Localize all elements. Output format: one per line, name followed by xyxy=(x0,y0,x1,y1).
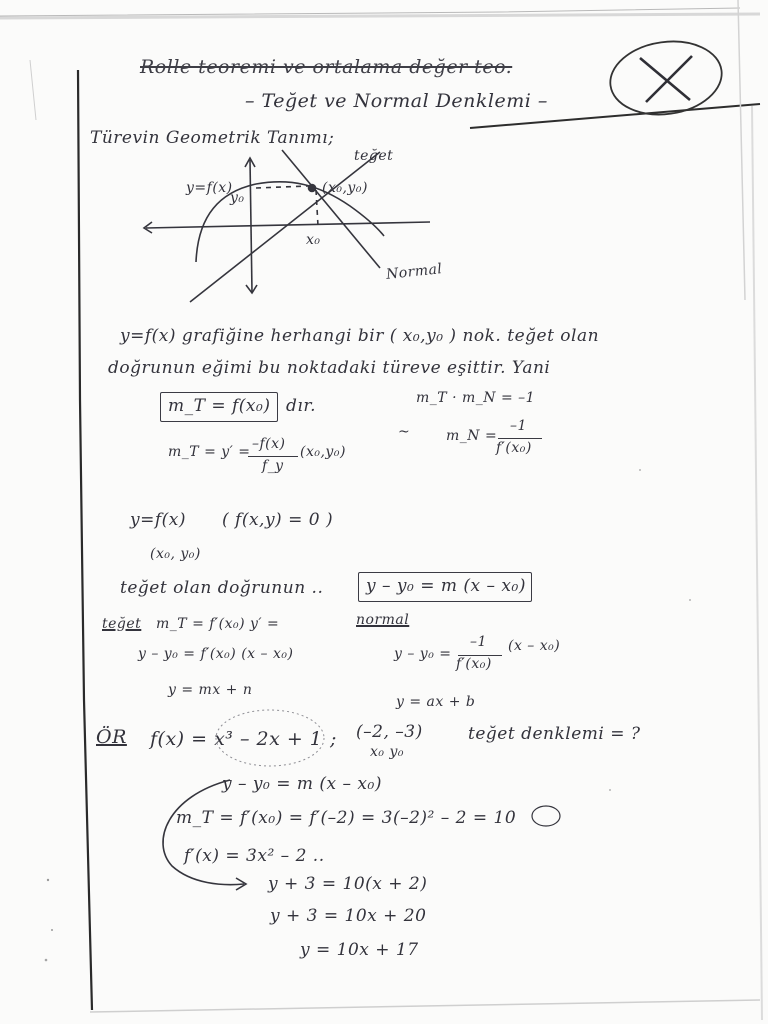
normal-equation-a: y – y₀ = xyxy=(394,646,452,662)
example-step-5: y + 3 = 10x + 20 xyxy=(270,906,427,926)
example-separator: ; xyxy=(330,728,337,750)
graph-tangent-label: teğet xyxy=(354,148,394,164)
tangent-line-text: teğet olan doğrunun .. xyxy=(120,578,324,598)
implicit-function-a: y=f(x) xyxy=(130,510,186,530)
example-step-4: y + 3 = 10(x + 2) xyxy=(268,874,428,894)
graph-normal-label: Normal xyxy=(385,261,444,283)
tangent-equation: y – y₀ = f′(x₀) (x – x₀) xyxy=(138,646,294,662)
example-step-3: f′(x) = 3x² – 2 .. xyxy=(184,846,325,866)
normal-slope-eq: m_N = xyxy=(446,428,498,444)
slope-intercept-alt: y = ax + b xyxy=(396,694,476,710)
section-heading: Türevin Geometrik Tanımı; xyxy=(90,128,335,148)
graph-point-label: (x₀,y₀) xyxy=(322,180,368,196)
example-step-2: m_T = f′(x₀) = f′(–2) = 3(–2)² – 2 = 10 xyxy=(176,808,517,828)
implicit-slope-numerator: –f(x) xyxy=(252,436,286,452)
example-label: ÖR xyxy=(96,726,127,748)
tangent-slope: m_T = f′(x₀) y′ = xyxy=(156,616,280,632)
slope-formula: m_T = f(x₀) xyxy=(168,396,271,416)
implicit-slope-prefix: m_T = y′ = xyxy=(168,444,251,460)
example-point-subscripts: x₀ y₀ xyxy=(370,744,404,760)
normal-slope-denominator: f′(x₀) xyxy=(496,440,532,456)
implicit-function-b: ( f(x,y) = 0 ) xyxy=(222,510,334,530)
example-function: f(x) = x³ – 2x + 1 xyxy=(150,728,323,750)
normal-equation-b: (x – x₀) xyxy=(508,638,561,654)
implicit-slope-denominator: f_y xyxy=(262,458,284,474)
example-point: (–2, –3) xyxy=(356,722,423,742)
normal-equation-denominator: f′(x₀) xyxy=(456,656,492,672)
point-x0y0: (x₀, y₀) xyxy=(150,546,201,562)
graph-curve-label: y=f(x) xyxy=(186,180,233,196)
definition-line-1: y=f(x) grafiğine herhangi bir ( x₀,y₀ ) nok. teğet olan xyxy=(120,326,600,346)
graph-x0-label: x₀ xyxy=(306,232,321,248)
implicit-slope-point: (x₀,y₀) xyxy=(300,444,346,460)
page-title: – Teğet ve Normal Denklemi – xyxy=(245,90,548,112)
struck-title: Rolle teoremi ve ortalama değer teo. xyxy=(140,56,513,78)
tangent-word: teğet xyxy=(102,616,142,632)
graph-y0-label: y₀ xyxy=(230,190,245,206)
example-step-1: y – y₀ = m (x – x₀) xyxy=(222,774,382,794)
slope-formula-suffix: dır. xyxy=(286,396,316,416)
example-question: teğet denklemi = ? xyxy=(468,724,641,744)
slope-intercept-form: y = mx + n xyxy=(168,682,253,698)
tilde-mark: ~ xyxy=(398,424,411,440)
normal-word: normal xyxy=(356,612,410,628)
slope-product: m_T · m_N = –1 xyxy=(416,390,536,406)
example-step-6: y = 10x + 17 xyxy=(300,940,419,960)
normal-equation-numerator: –1 xyxy=(470,634,487,650)
definition-line-2: doğrunun eğimi bu noktadaki türeve eşittir. Yani xyxy=(108,358,551,378)
normal-slope-numerator: –1 xyxy=(510,418,527,434)
line-equation: y – y₀ = m (x – x₀) xyxy=(366,576,526,596)
